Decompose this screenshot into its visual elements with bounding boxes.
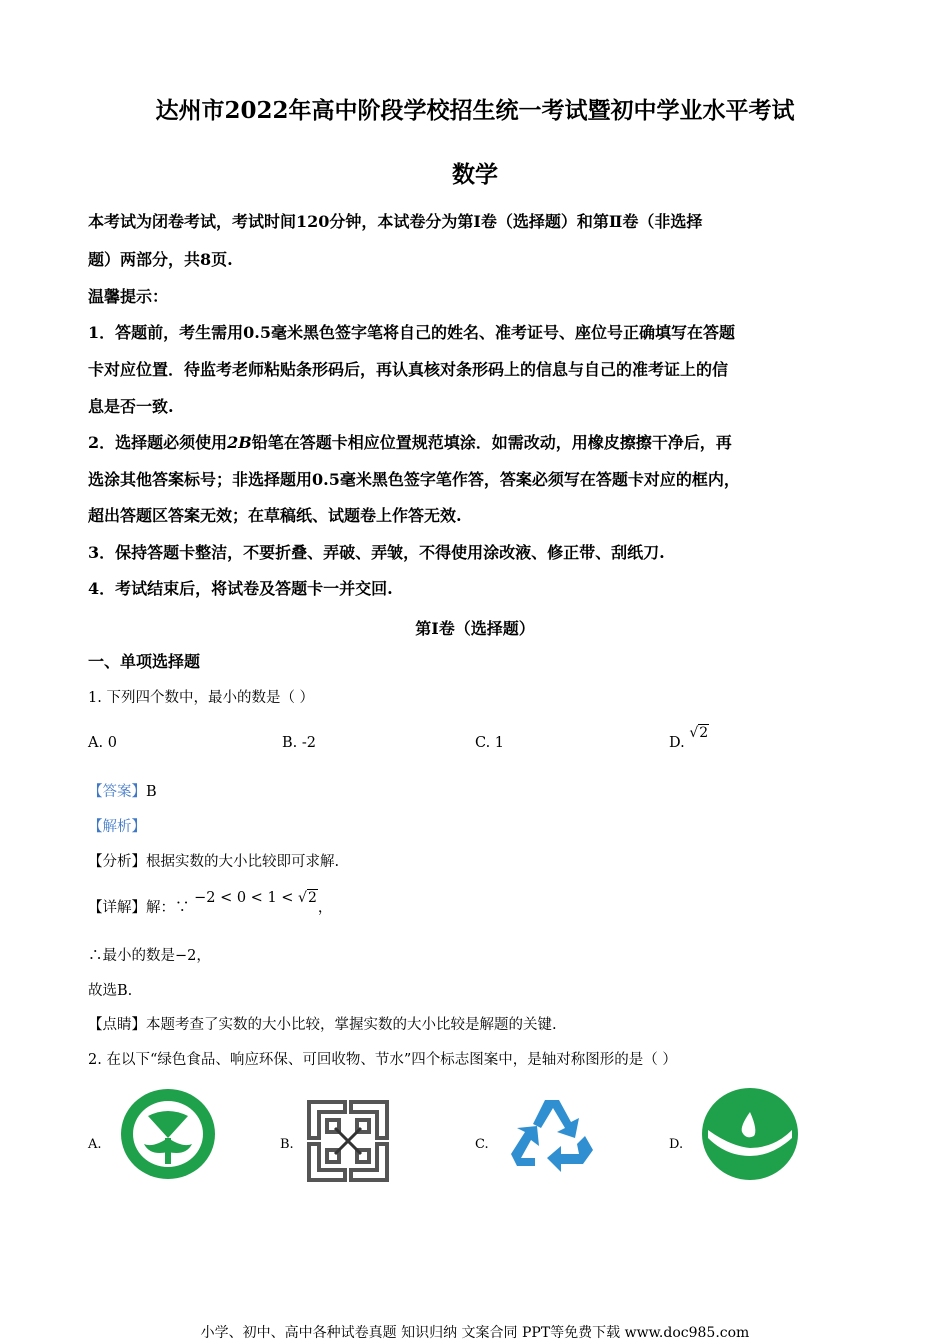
option-a: A. 0	[88, 735, 117, 751]
green-food-logo-icon	[118, 1086, 218, 1182]
sqrt-expression: √2	[689, 725, 709, 741]
water-saving-logo-icon	[700, 1086, 800, 1182]
tip-line: 超出答题区答案无效；在草稿纸、试题卷上作答无效.	[88, 506, 462, 525]
fenxi-line	[88, 852, 339, 872]
tip-line: 3．保持答题卡整洁，不要折叠、弄破、弄皱，不得使用涂改液、修正带、刮纸刀.	[88, 543, 665, 562]
radicand: 2	[699, 725, 709, 741]
inequality: −2 < 0 < 1 <	[194, 890, 294, 906]
question-2-stem: 2. 在以下“绿色食品、响应环保、可回收物、节水”四个标志图案中，是轴对称图形的是（ ）	[88, 1052, 677, 1068]
radicand: 2	[307, 890, 317, 906]
detail-tag: 【详解】	[88, 900, 146, 916]
question-1-stem: 1. 下列四个数中，最小的数是（ ）	[88, 690, 315, 706]
choose-line: 故选B.	[88, 983, 133, 999]
option-d: D.	[669, 1137, 684, 1152]
analysis-tag: 【解析】	[88, 819, 146, 835]
fenxi-tag: 【分析】	[88, 854, 146, 870]
detail-math	[194, 890, 318, 906]
detail-text: ，	[317, 900, 333, 916]
option-b: B.	[280, 1137, 294, 1152]
option-a: A.	[88, 1137, 102, 1152]
tip-line: 4．考试结束后，将试卷及答题卡一并交回.	[88, 579, 393, 598]
answer-tag: 【答案】	[88, 784, 146, 800]
tip-text: 2．选择题必须使用	[88, 433, 228, 452]
option-d-label: D.	[669, 735, 685, 751]
dianjing-text: 本题考查了实数的大小比较，掌握实数的大小比较是解题的关键.	[146, 1017, 557, 1033]
sqrt-expression: √2	[298, 890, 317, 906]
detail-text: 解：∵	[146, 900, 190, 916]
tip-line: 息是否一致.	[88, 397, 174, 416]
page-footer: 小学、初中、高中各种试卷真题 知识归纳 文案合同 PPT等免费下载 www.doc985.com	[200, 1325, 750, 1341]
dianjing-tag: 【点睛】	[88, 1017, 146, 1033]
answer-value: B	[146, 784, 157, 800]
environment-logo-icon	[305, 1098, 391, 1184]
option-b: B. -2	[282, 735, 316, 751]
fenxi-text: 根据实数的大小比较即可求解.	[146, 854, 340, 870]
page-title: 达州市2022年高中阶段学校招生统一考试暨初中学业水平考试	[155, 97, 795, 124]
option-c: C. 1	[475, 735, 505, 751]
tip-line: 选涂其他答案标号；非选择题用0.5毫米黑色签字笔作答，答案必须写在答题卡对应的框内，	[88, 470, 740, 489]
option-d	[669, 725, 709, 751]
recycle-logo-icon	[505, 1094, 599, 1176]
subject-title: 数学	[452, 161, 498, 188]
detail-line	[88, 890, 333, 918]
answer-line	[88, 782, 157, 802]
volume-heading: 第Ⅰ卷（选择题）	[415, 619, 535, 638]
intro-line: 题）两部分，共8页.	[88, 250, 233, 269]
tip-text: 2B	[227, 433, 252, 452]
option-c: C.	[475, 1137, 489, 1152]
intro-line: 本考试为闭卷考试，考试时间120分钟，本试卷分为第Ⅰ卷（选择题）和第Ⅱ卷（非选择	[88, 212, 703, 231]
part-heading: 一、单项选择题	[88, 652, 201, 671]
dianjing-line	[88, 1015, 557, 1035]
therefore-line: ∴最小的数是−2，	[88, 948, 211, 964]
tip-text: 铅笔在答题卡相应位置规范填涂．如需改动，用橡皮擦擦干净后，再	[251, 433, 732, 452]
tips-label: 温馨提示：	[88, 287, 169, 306]
tip-line: 卡对应位置．待监考老师粘贴条形码后，再认真核对条形码上的信息与自己的准考证上的信	[88, 360, 729, 379]
tip-line: 1．答题前，考生需用0.5毫米黑色签字笔将自己的姓名、准考证号、座位号正确填写在答题	[88, 323, 735, 342]
tip-line	[88, 433, 732, 453]
